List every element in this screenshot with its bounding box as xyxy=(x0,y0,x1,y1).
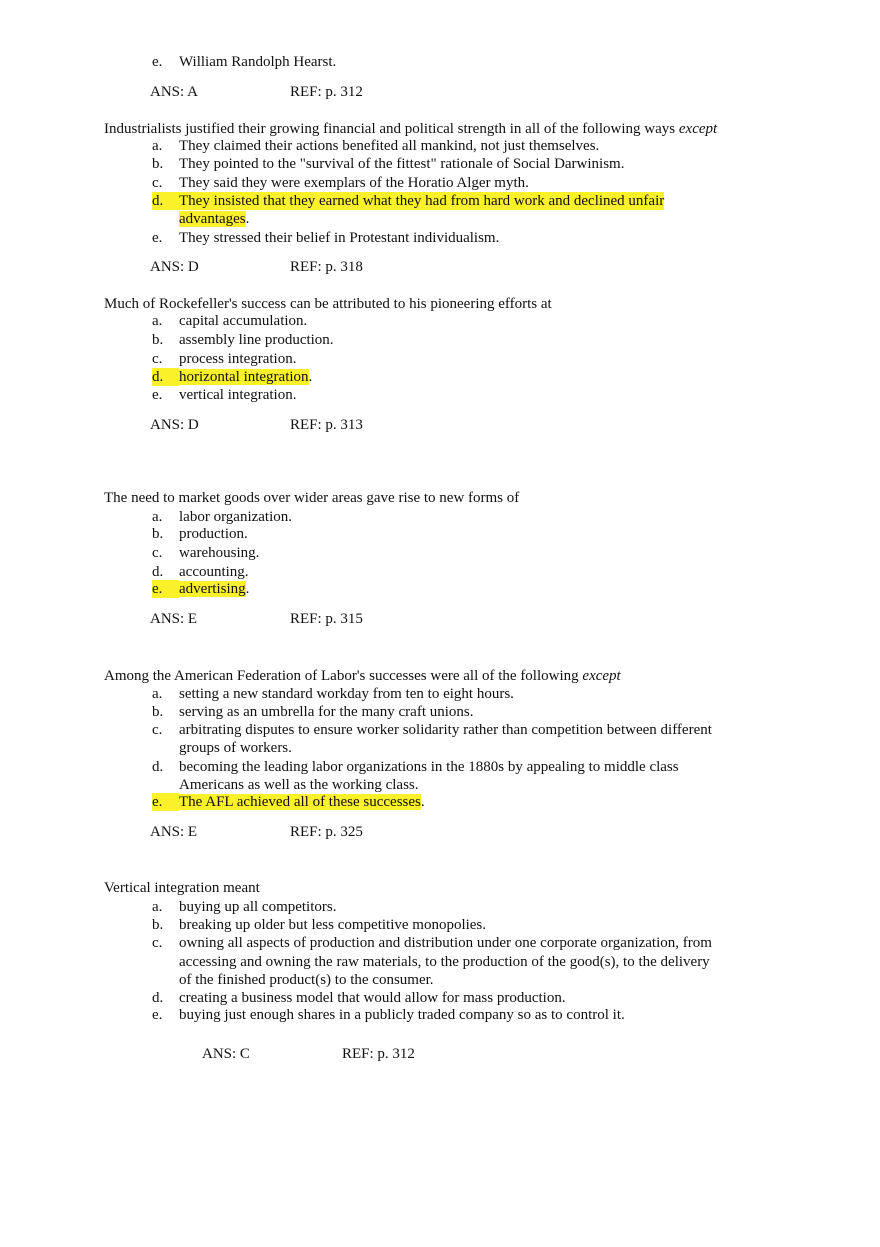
option-text-continued: advantages. xyxy=(179,211,250,227)
option-letter-highlighted: e. xyxy=(152,793,179,811)
option-text: They stressed their belief in Protestant individualism. xyxy=(179,230,500,246)
option-letter: c. xyxy=(152,935,163,951)
option-text: capital accumulation. xyxy=(179,313,308,329)
option-letter: d. xyxy=(152,990,164,1006)
option-text-highlighted: They insisted that they earned what they had from hard work and declined unfair xyxy=(179,193,665,209)
reference-label: REF: p. 325 xyxy=(290,824,363,840)
question-stem: The need to market goods over wider areas gave rise to new forms of xyxy=(104,490,520,506)
option-letter-highlighted: d. xyxy=(152,192,179,210)
option-text: owning all aspects of production and distribution under one corporate organization, from xyxy=(179,935,712,951)
option-letter: a. xyxy=(152,138,163,154)
option-letter: c. xyxy=(152,545,163,561)
option-text: breaking up older but less competitive monopolies. xyxy=(179,917,487,933)
option-letter: c. xyxy=(152,722,163,738)
option-text: setting a new standard workday from ten to eight hours. xyxy=(179,686,514,702)
option-text-highlighted: The AFL achieved all of these successes xyxy=(179,794,421,810)
option-letter: e. xyxy=(152,54,163,70)
option-letter: b. xyxy=(152,332,164,348)
answer-label: ANS: E xyxy=(150,824,198,840)
stem-emphasis: except xyxy=(678,121,718,137)
option-text: creating a business model that would allow for mass production. xyxy=(179,990,566,1006)
option-text: becoming the leading labor organizations in the 1880s by appealing to middle class xyxy=(179,759,679,775)
option-text: horizontal integration. xyxy=(179,369,313,385)
option-text: They claimed their actions benefited all mankind, not just themselves. xyxy=(179,138,600,154)
stem-emphasis: except xyxy=(582,668,621,684)
answer-label: ANS: D xyxy=(150,259,199,275)
reference-label: REF: p. 312 xyxy=(290,84,363,100)
option-letter: a. xyxy=(152,313,163,329)
reference-label: REF: p. 313 xyxy=(290,417,363,433)
option-text: accounting. xyxy=(179,564,249,580)
option-text: They said they were exemplars of the Horatio Alger myth. xyxy=(179,175,529,191)
option-text: production. xyxy=(179,526,248,542)
option-text: buying up all competitors. xyxy=(179,899,337,915)
question-stem: Industrialists justified their growing financial and political strength in all of the following ways except xyxy=(104,121,718,137)
option-text: labor organization. xyxy=(179,509,293,525)
option-text-continued: accessing and owning the raw materials, to the production of the good(s), to the delivery xyxy=(179,954,710,970)
option-letter: a. xyxy=(152,899,163,915)
option-letter: d. xyxy=(152,759,164,775)
option-letter: e. xyxy=(152,387,163,403)
option-text: advertising. xyxy=(179,581,250,597)
answer-label: ANS: D xyxy=(150,417,199,433)
option-text-continued: groups of workers. xyxy=(179,740,292,756)
option-letter-highlighted: d. xyxy=(152,368,179,386)
option-text-highlighted: horizontal integration xyxy=(179,369,309,385)
option-text-continued: Americans as well as the working class. xyxy=(179,777,419,793)
option-letter: a. xyxy=(152,509,163,525)
answer-label: ANS: C xyxy=(202,1046,250,1062)
option-letter: d. xyxy=(152,564,164,580)
reference-label: REF: p. 315 xyxy=(290,611,363,627)
option-text-highlighted: advantages xyxy=(179,211,246,227)
option-letter: b. xyxy=(152,526,164,542)
option-text-continued: of the finished product(s) to the consumer. xyxy=(179,972,434,988)
question-stem: Much of Rockefeller's success can be attributed to his pioneering efforts at xyxy=(104,296,552,312)
option-text: serving as an umbrella for the many craft unions. xyxy=(179,704,474,720)
question-stem: Among the American Federation of Labor's successes were all of the following except xyxy=(104,668,621,684)
option-text: The AFL achieved all of these successes. xyxy=(179,794,425,810)
option-text: They pointed to the "survival of the fittest" rationale of Social Darwinism. xyxy=(179,156,625,172)
option-text: vertical integration. xyxy=(179,387,297,403)
question-stem: Vertical integration meant xyxy=(104,880,260,896)
reference-label: REF: p. 318 xyxy=(290,259,363,275)
option-text: warehousing. xyxy=(179,545,260,561)
option-letter: b. xyxy=(152,917,164,933)
option-letter: b. xyxy=(152,156,164,172)
option-letter: e. xyxy=(152,230,163,246)
reference-label: REF: p. 312 xyxy=(342,1046,415,1062)
option-letter: c. xyxy=(152,175,163,191)
option-letter: c. xyxy=(152,351,163,367)
option-letter: e. xyxy=(152,1007,163,1023)
option-letter: b. xyxy=(152,704,164,720)
answer-label: ANS: E xyxy=(150,611,198,627)
option-text: process integration. xyxy=(179,351,297,367)
option-text: buying just enough shares in a publicly traded company so as to control it. xyxy=(179,1007,625,1023)
option-letter: a. xyxy=(152,686,163,702)
answer-label: ANS: A xyxy=(150,84,198,100)
option-text: assembly line production. xyxy=(179,332,334,348)
option-text-highlighted: advertising xyxy=(179,581,246,597)
option-text: William Randolph Hearst. xyxy=(179,54,337,70)
option-letter-highlighted: e. xyxy=(152,580,179,598)
option-text: arbitrating disputes to ensure worker solidarity rather than competition between different xyxy=(179,722,712,738)
